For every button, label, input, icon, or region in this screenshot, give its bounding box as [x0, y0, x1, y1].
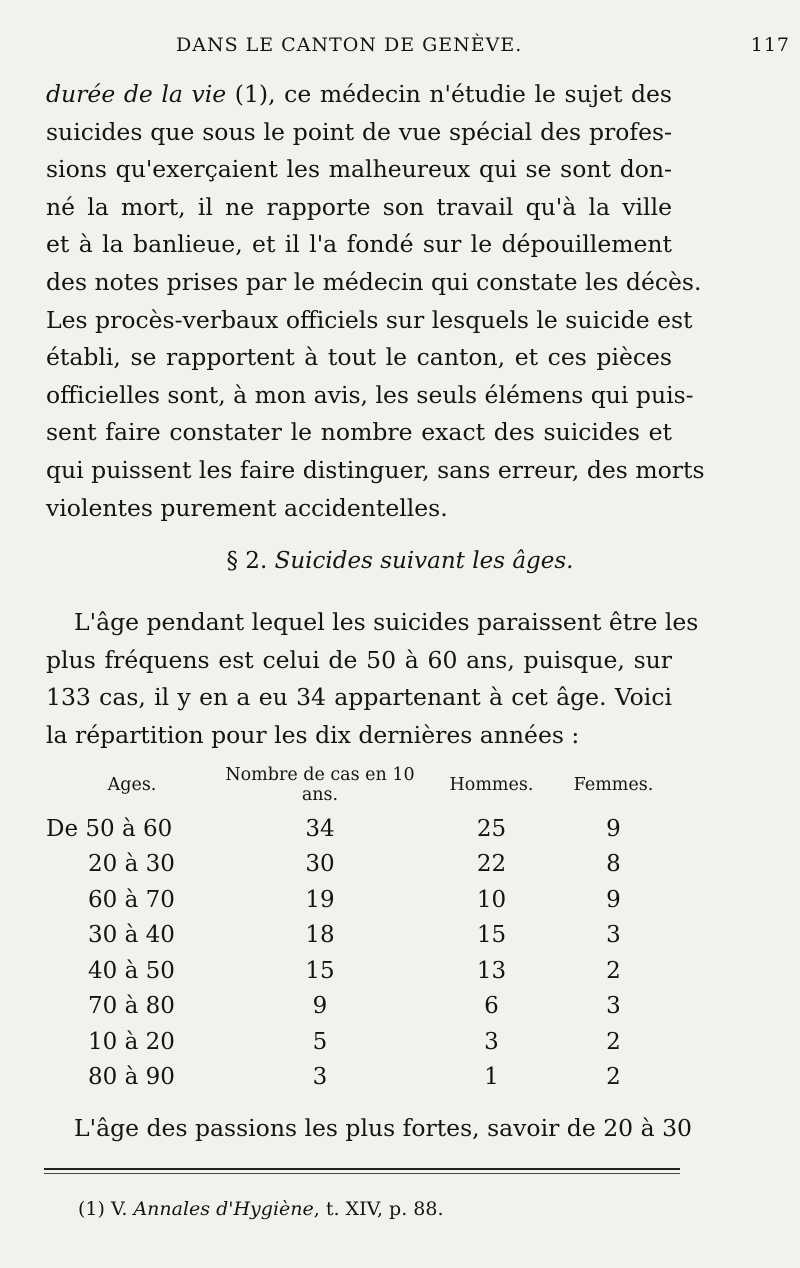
- paragraph-2: [46, 604, 699, 754]
- footnote-rule-thin: [44, 1173, 680, 1174]
- paragraph-1-line-0: [46, 76, 672, 114]
- page-number: 117: [750, 34, 790, 56]
- hommes-count: 3: [484, 1028, 499, 1055]
- italic-phrase: durée de la vie: [46, 80, 227, 108]
- paragraph-2-line: la répartition pour les dix dernières années :: [46, 720, 580, 749]
- age-range: 60 à 70: [88, 886, 175, 913]
- column-header-femmes: Femmes.: [573, 775, 654, 795]
- total-cases: 30: [305, 851, 335, 878]
- total-cases: 19: [305, 886, 335, 913]
- hommes-count: 1: [484, 1064, 499, 1091]
- footnote-marker: (1) V.: [78, 1198, 128, 1220]
- table-row: [46, 811, 666, 847]
- hommes-count: 22: [476, 851, 507, 878]
- table-row: [46, 1060, 666, 1096]
- table-row: [46, 882, 666, 918]
- femmes-count: 2: [606, 1028, 621, 1055]
- paragraph-1-line: Les procès-verbaux officiels sur lesquels le suicide est: [46, 305, 693, 334]
- age-distribution-table: [46, 765, 666, 1095]
- closing-line: L'âge des passions les plus fortes, savoir de 20 à 30: [74, 1114, 692, 1142]
- femmes-count: 9: [606, 815, 621, 842]
- table-row: [46, 918, 666, 954]
- hommes-count: 25: [476, 815, 507, 842]
- paragraph-1-line: sions qu'exerçaient les malheureux qui se sont don-: [46, 155, 672, 184]
- age-range: 80 à 90: [88, 1064, 175, 1091]
- age-range: 10 à 20: [88, 1028, 175, 1055]
- paragraph-1: [46, 76, 705, 527]
- paragraph-1-line: violentes purement accidentelles.: [46, 493, 448, 522]
- paragraph-1-line: né la mort, il ne rapporte son travail qu'à la ville: [46, 192, 672, 221]
- section-heading: [0, 548, 800, 574]
- column-header-total: Nombre de cas en 10 ans.: [225, 765, 415, 805]
- age-range: 20 à 30: [88, 851, 175, 878]
- total-cases: 5: [312, 1028, 328, 1055]
- paragraph-1-line: et à la banlieue, et il l'a fondé sur le dépouillement: [46, 230, 672, 259]
- femmes-count: 2: [606, 957, 621, 984]
- table-row: [46, 989, 666, 1025]
- footnote: [78, 1198, 444, 1220]
- paragraph-1-line: officielles sont, à mon avis, les seuls élémens qui puis-: [46, 380, 694, 409]
- paragraph-1-line: des notes prises par le médecin qui constate les décès.: [46, 267, 702, 296]
- paragraph-1-line: suicides que sous le point de vue spécial des profes-: [46, 117, 672, 146]
- footnote-journal-title: Annales d'Hygiène: [133, 1198, 314, 1220]
- femmes-count: 9: [606, 886, 621, 913]
- age-range: 70 à 80: [88, 993, 175, 1020]
- footnote-rule: [44, 1168, 680, 1170]
- paragraph-1-line: établi, se rapportent à tout le canton, et ces pièces: [46, 343, 672, 372]
- total-cases: 3: [312, 1064, 328, 1091]
- section-number: § 2.: [226, 548, 268, 574]
- hommes-count: 6: [484, 993, 499, 1020]
- hommes-count: 13: [476, 957, 507, 984]
- header-title: DANS LE CANTON DE GENÈVE.: [176, 34, 523, 56]
- footnote-reference: , t. XIV, p. 88.: [313, 1198, 444, 1220]
- closing-paragraph: [46, 1110, 692, 1148]
- femmes-count: 3: [606, 993, 621, 1020]
- age-range: 40 à 50: [88, 957, 175, 984]
- paragraph-1-line: sent faire constater le nombre exact des suicides et: [46, 418, 672, 447]
- running-header: [150, 34, 790, 64]
- hommes-count: 15: [476, 922, 507, 949]
- age-range: De 50 à 60: [46, 815, 173, 842]
- table-row: [46, 1024, 666, 1060]
- total-cases: 18: [305, 922, 335, 949]
- age-range: 30 à 40: [88, 922, 175, 949]
- femmes-count: 3: [606, 922, 621, 949]
- table-header-row: [46, 765, 666, 811]
- femmes-count: 8: [606, 851, 621, 878]
- total-cases: 9: [312, 993, 328, 1020]
- column-header-hommes: Hommes.: [449, 775, 534, 795]
- total-cases: 34: [305, 815, 335, 842]
- table-row: [46, 847, 666, 883]
- femmes-count: 2: [606, 1064, 621, 1091]
- section-title: Suicides suivant les âges.: [274, 548, 574, 574]
- paragraph-2-line: plus fréquens est celui de 50 à 60 ans, puisque, sur: [46, 645, 672, 674]
- column-header-ages: Ages.: [107, 775, 157, 795]
- paragraph-2-line: L'âge pendant lequel les suicides paraissent être les: [74, 608, 699, 636]
- paragraph-1-line: qui puissent les faire distinguer, sans erreur, des morts: [46, 455, 705, 484]
- paragraph-2-line: 133 cas, il y en a eu 34 appartenant à cet âge. Voici: [46, 683, 672, 712]
- hommes-count: 10: [476, 886, 507, 913]
- total-cases: 15: [305, 957, 335, 984]
- line-rest: (1), ce médecin n'étudie le sujet des: [226, 80, 672, 108]
- table-row: [46, 953, 666, 989]
